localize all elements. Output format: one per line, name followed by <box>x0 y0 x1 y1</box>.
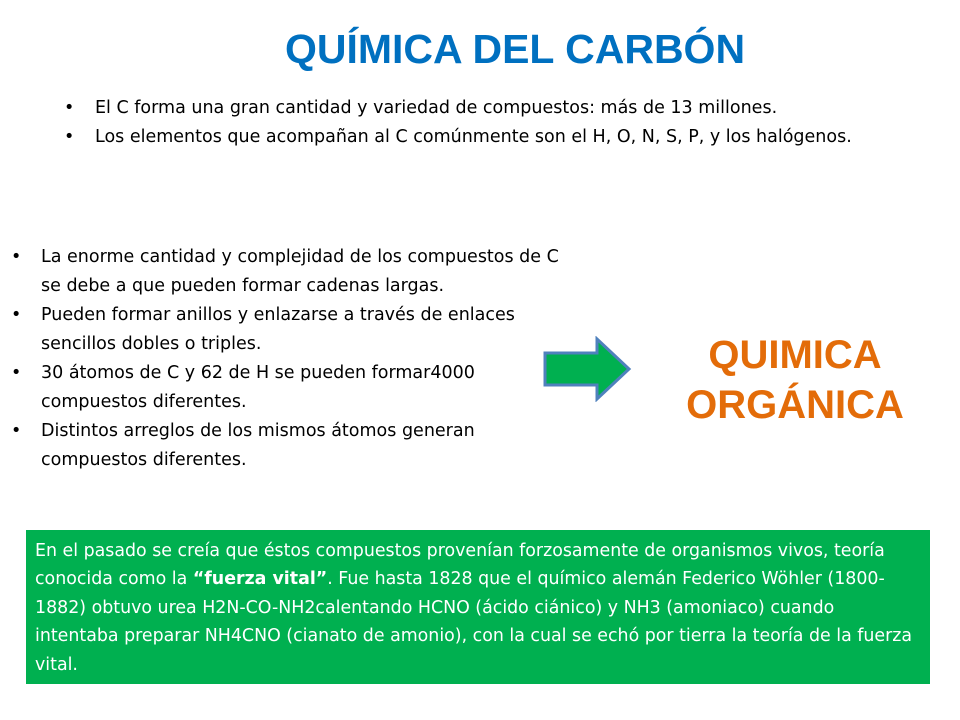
history-text-1: En el pasado se creía que éstos compuestos provenían forzosamente de organismos vivos, teoría conocida como la <box>35 541 885 590</box>
bullet-icon: • <box>11 363 22 383</box>
list-item <box>11 243 571 301</box>
bullet-text: Pueden formar anillos y enlazarse a través de enlaces sencillos dobles o triples. <box>41 305 515 354</box>
list-item <box>64 94 954 123</box>
quimica-organica-label <box>660 330 930 430</box>
organica-line-1: QUIMICA <box>708 333 882 377</box>
right-arrow-shape <box>545 339 629 399</box>
bullet-icon: • <box>64 127 75 147</box>
organica-line-2: ORGÁNICA <box>686 383 904 427</box>
bullet-text: El C forma una gran cantidad y variedad de compuestos: más de 13 millones. <box>95 98 778 118</box>
bullet-icon: • <box>11 305 22 325</box>
bullet-icon: • <box>11 421 22 441</box>
bullet-icon: • <box>11 247 22 267</box>
list-item <box>11 359 571 417</box>
list-item <box>64 123 954 152</box>
list-item <box>11 301 571 359</box>
history-text-bold: “fuerza vital” <box>192 569 328 590</box>
history-note-box <box>26 530 930 684</box>
bullet-icon: • <box>64 98 75 118</box>
history-text-2: . Fue hasta 1828 que el químico alemán Federico Wöhler (1800-1882) obtuvo urea H2N-CO-NH2calentando HCNO (ácido ciánico) y NH3 (amoniaco) cuando intentaba preparar NH4CNO (cianato de amonio), con la cual se echó por tierra la teoría de la fuerza vital. <box>35 569 913 675</box>
bullet-text: 30 átomos de C y 62 de H se pueden formar4000 compuestos diferentes. <box>41 363 475 412</box>
list-item <box>11 417 571 475</box>
left-bullet-list <box>11 243 571 475</box>
top-bullet-list <box>64 94 954 152</box>
bullet-text: Los elementos que acompañan al C comúnmente son el H, O, N, S, P, y los halógenos. <box>95 127 852 147</box>
right-arrow-icon <box>542 336 632 402</box>
bullet-text: Distintos arreglos de los mismos átomos generan compuestos diferentes. <box>41 421 475 470</box>
bullet-text: La enorme cantidad y complejidad de los compuestos de C se debe a que pueden formar cadenas largas. <box>41 247 559 296</box>
slide-title: QUÍMICA DEL CARBÓN <box>284 26 746 72</box>
